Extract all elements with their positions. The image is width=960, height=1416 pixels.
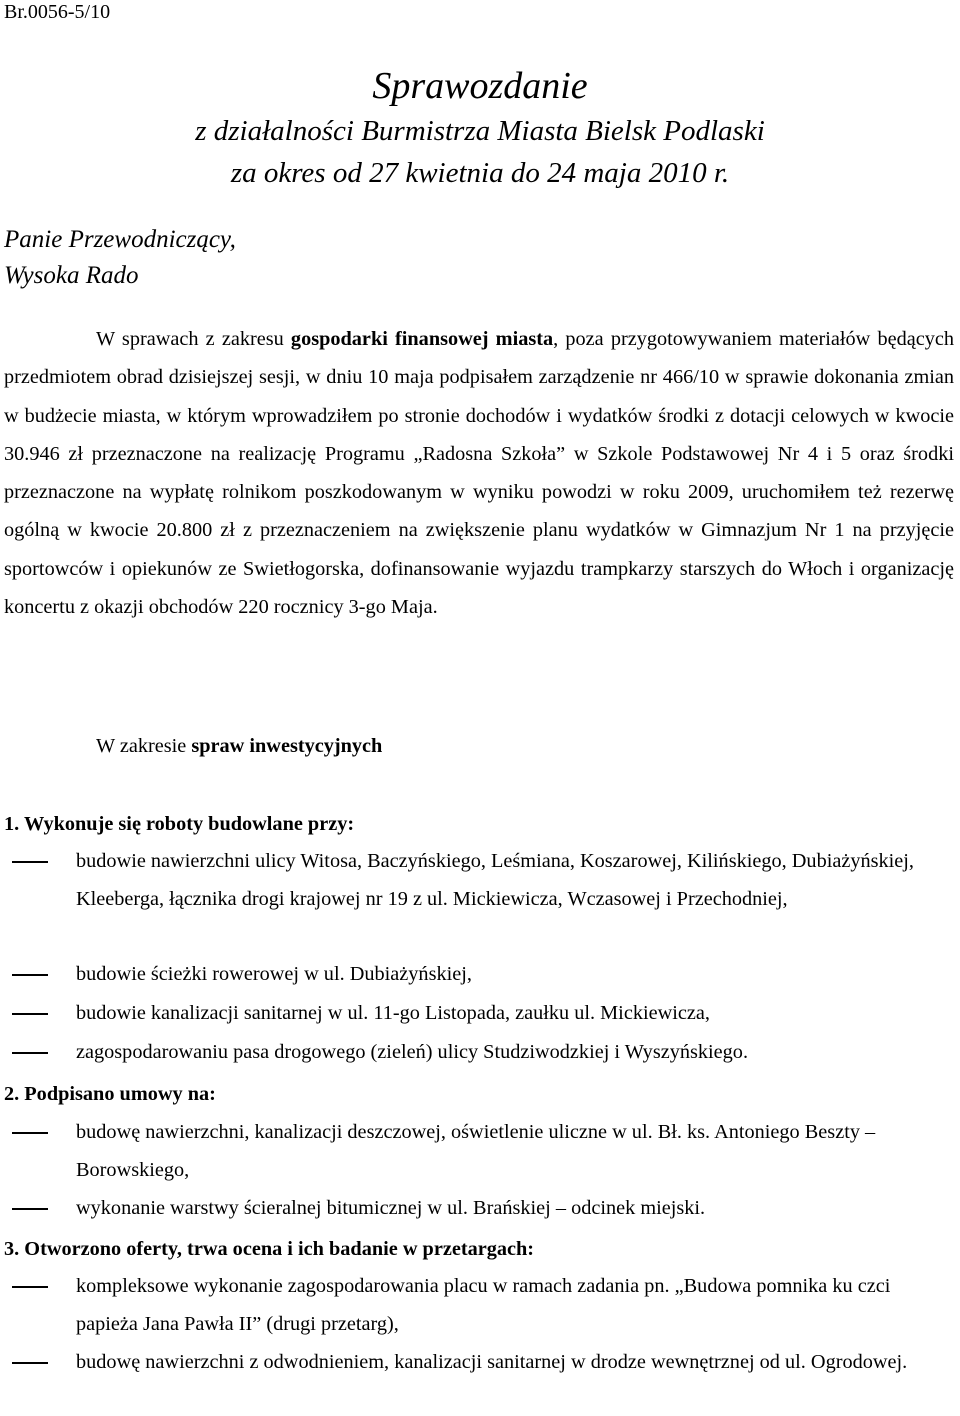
finance-paragraph-intro: W sprawach z zakresu [96,328,291,350]
title-block [0,62,960,194]
list-item [4,1114,954,1189]
document-subtitle-line-2: za okres od 27 kwietnia do 24 maja 2010 r. [230,157,730,189]
list-item [4,1268,954,1343]
list-item-text: budowę nawierzchni z odwodnieniem, kanalizacji sanitarnej w drodze wewnętrznej od ul. Ogrodowej. [76,1351,908,1373]
section-number: 1. [4,813,20,835]
salutation [4,222,236,294]
list-item-text: kompleksowe wykonanie zagospodarowania placu w ramach zadania pn. „Budowa pomnika ku czci papieża Jana Pawła II” (drugi przetarg), [76,1275,891,1335]
investment-intro-bold: spraw inwestycyjnych [191,735,383,757]
finance-paragraph [4,320,954,626]
finance-paragraph-bold: gospodarki finansowej miasta [290,328,554,350]
list-item [4,1034,954,1072]
list-item-text: budowie ścieżki rowerowej w ul. Dubiażyńskiej, [76,963,472,985]
list-item [4,956,954,994]
investment-section-intro [96,727,382,765]
list-item [4,1190,954,1228]
section-heading-2 [4,1076,216,1112]
finance-paragraph-body: , poza przygotowywaniem materiałów będących przedmiotem obrad dzisiejszej sesji, w dniu 10 maja podpisałem zarządzenie nr 466/10 w sprawie dokonania zmian w budżecie miasta, w którym wprowadziłem po stronie dochodów i wydatków środki z dotacji celowych w kwocie 30.946 zł przeznaczone na realizację Programu „Radosna Szkoła” w Szkole Podstawowej Nr 4 i 5 oraz środki przeznaczone na wypłatę rolnikom poszkodowanym w wyniku powodzi w roku 2009, uruchomiłem też rezerwę ogólną w kwocie 20.800 zł z przeznaczeniem na zwiększenie planu wydatków w Gimnazjum Nr 1 na przyjęcie sportowców i opiekunów ze Swietłogorska, dofinansowanie wyjazdu trampkarzy starszych do Włoch i organizację koncertu z okazji obchodów 220 rocznicy 3-go Maja. [4,328,955,619]
salutation-line-1: Panie Przewodniczący, [4,226,236,253]
section-heading-text: Otworzono oferty, trwa ocena i ich badanie w przetargach: [24,1238,535,1260]
document-subtitle-line-1: z działalności Burmistrza Miasta Bielsk Podlaski [195,115,765,147]
section-heading-text: Podpisano umowy na: [24,1083,216,1105]
list-item-text: budowę nawierzchni, kanalizacji deszczowej, oświetlenie uliczne w ul. Bł. ks. Antoniego Beszty – Borowskiego, [76,1121,876,1181]
document-title: Sprawozdanie [372,65,588,107]
section-heading-3 [4,1231,534,1267]
list-item [4,843,954,918]
investment-intro-text: W zakresie [96,735,192,757]
list-item-text: wykonanie warstwy ścieralnej bitumicznej w ul. Brańskiej – odcinek miejski. [76,1197,706,1219]
list-item-text: zagospodarowaniu pasa drogowego (zieleń) ulicy Studziwodzkiej i Wyszyńskiego. [76,1041,749,1063]
section-number: 3. [4,1238,20,1260]
section-heading-1 [4,806,354,842]
list-item [4,1344,954,1382]
salutation-line-2: Wysoka Rado [4,262,139,289]
list-item-text: budowie nawierzchni ulicy Witosa, Baczyńskiego, Leśmiana, Koszarowej, Kilińskiego, Dubiażyńskiej, Kleeberga, łącznika drogi krajowej nr 19 z ul. Mickiewicza, Wczasowej i Przechodniej, [76,850,915,910]
list-item [4,995,954,1033]
section-heading-text: Wykonuje się roboty budowlane przy: [23,813,355,835]
document-reference-number: Br.0056-5/10 [4,1,111,23]
list-item-text: budowie kanalizacji sanitarnej w ul. 11-go Listopada, zaułku ul. Mickiewicza, [76,1002,710,1024]
section-number: 2. [4,1083,20,1105]
